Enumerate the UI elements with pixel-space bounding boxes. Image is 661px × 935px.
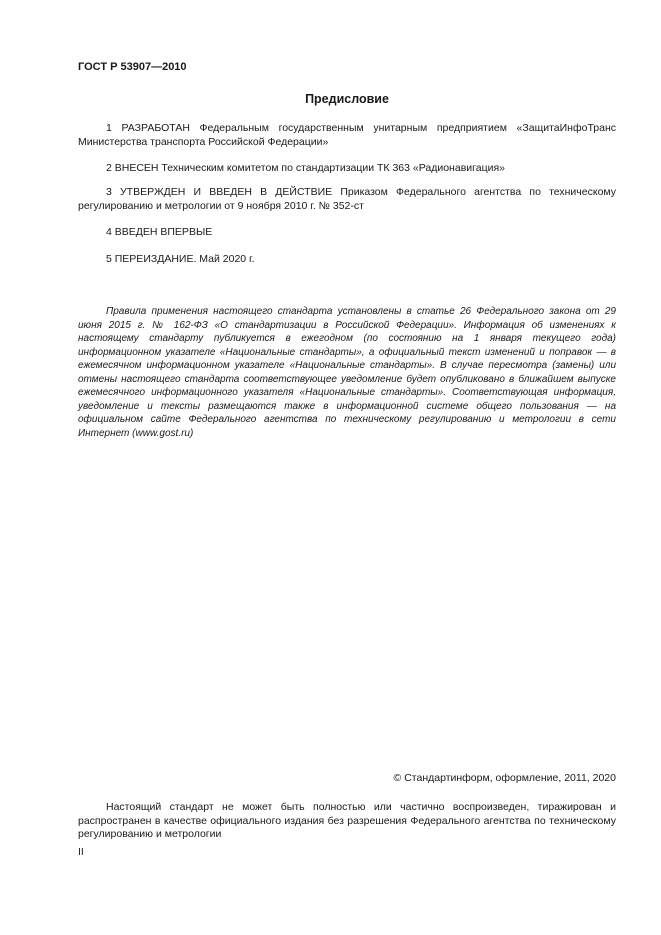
copyright-line: © Стандартинформ, оформление, 2011, 2020 [393, 772, 616, 784]
preface-clause-2: 2 ВНЕСЕН Техническим комитетом по стандартизации ТК 363 «Радионавигация» [106, 162, 505, 174]
preface-clause-3: 3 УТВЕРЖДЕН И ВВЕДЕН В ДЕЙСТВИЕ Приказом Федерального агентства по техническому регулированию и метрологии от 9 ноября 2010 г. № 352-ст [78, 186, 616, 212]
reproduction-rights-notice: Настоящий стандарт не может быть полностью или частично воспроизведен, тиражирован и распространен в качестве официального издания без разрешения Федерального агентства по техническому регулированию и метрологии [78, 801, 616, 840]
application-rules-notice: Правила применения настоящего стандарта установлены в статье 26 Федерального закона от 29 июня 2015 г. № 162-ФЗ «О стандартизации в Российской Федерации». Информация об изменениях к настоящему стандарту публикуется в ежегодном (по состоянию на 1 января текущего года) информационном указателе «Национальные стандарты», а официальный текст изменений и поправок — в ежемесячном информационном указателе «Национальные стандарты». В случае пересмотра (замены) или отмены настоящего стандарта соответствующее уведомление будет опубликовано в ближайшем выпуске ежемесячного информационного указателя «Национальные стандарты». Соответствующая информация, уведомление и тексты размещаются также в информационной системе общего пользования — на официальном сайте Федерального агентства по техническому регулированию и метрологии в сети Интернет (www.gost.ru) [78, 306, 616, 439]
preface-clause-4: 4 ВВЕДЕН ВПЕРВЫЕ [106, 226, 213, 238]
preface-clause-1: 1 РАЗРАБОТАН Федеральным государственным унитарным предприятием «ЗащитаИнфоТранс Министерства транспорта Российской Федерации» [78, 122, 616, 148]
page-number: II [78, 846, 84, 858]
standard-code: ГОСТ Р 53907—2010 [78, 61, 187, 73]
page-title: Предисловие [305, 92, 389, 106]
preface-clause-5: 5 ПЕРЕИЗДАНИЕ. Май 2020 г. [106, 253, 255, 265]
